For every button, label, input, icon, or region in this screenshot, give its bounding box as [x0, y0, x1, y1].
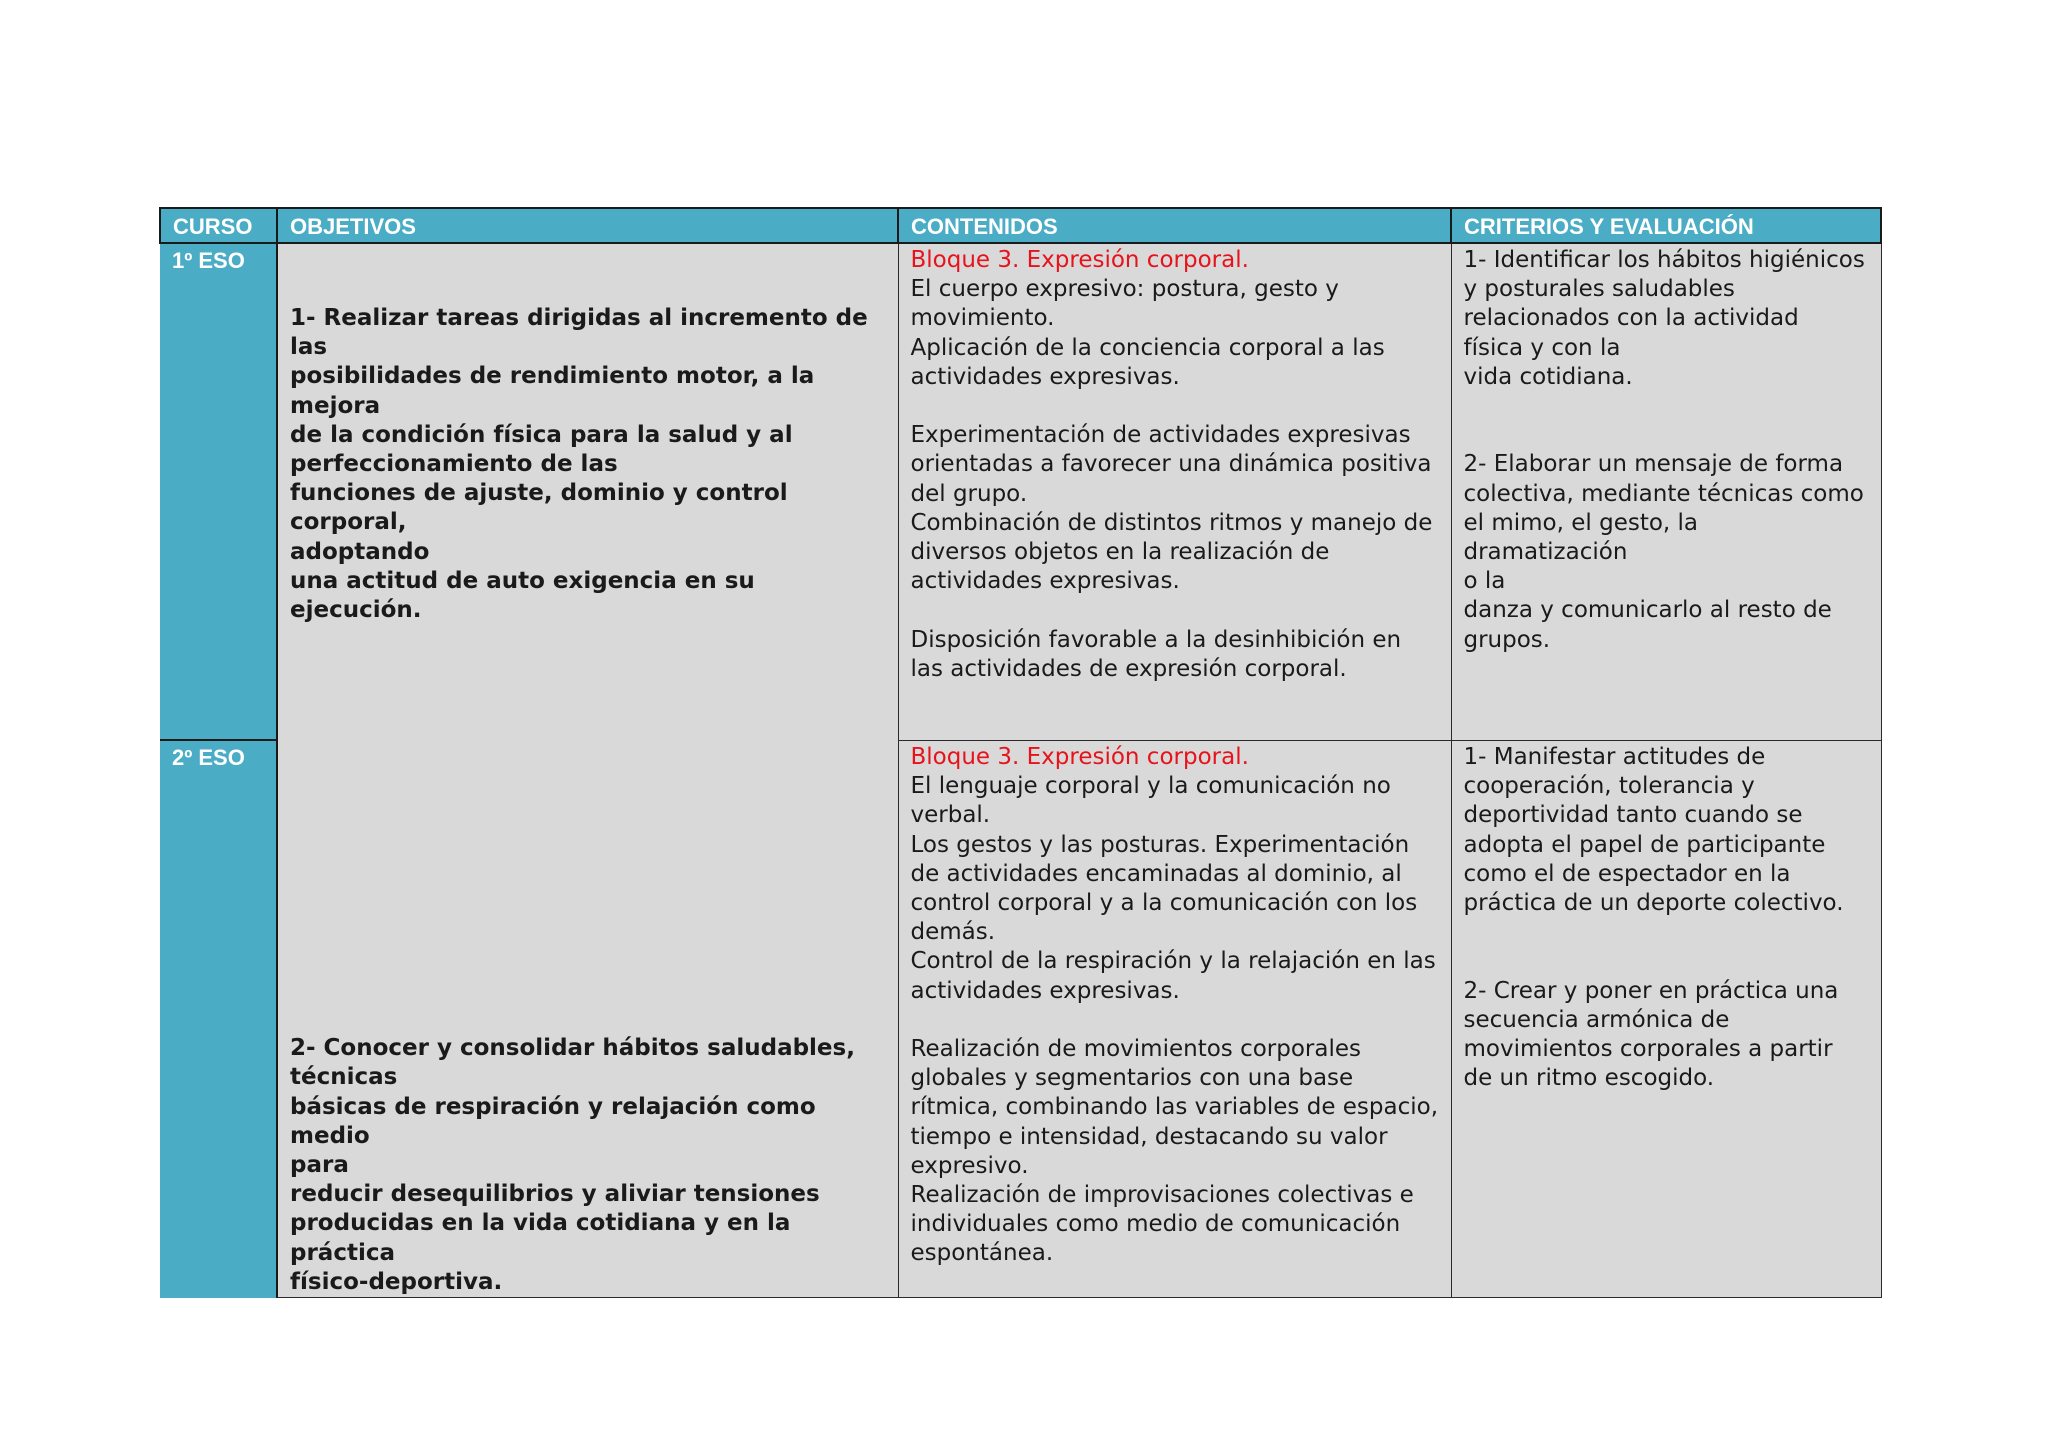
curso-label: 2º ESO [172, 745, 245, 771]
contenidos-text: El lenguaje corporal y la comunicación no verbal. Los gestos y las posturas. Experimentación de actividades encaminadas al dominio, al control corporal y a la comunicación con los demás. Control de la respiración y la relajación en las actividades expresivas. Realización de movimientos corporales globales y segmentarios con una base rítmica, combinando las variables de espacio, tiempo e intensidad, destacando su valor expresivo. Realización de improvisaciones colectivas e individuales como medio de comunicación espontánea. [910, 773, 1439, 1267]
criterios-text: 1- Manifestar actitudes de cooperación, tolerancia y deportividad tanto cuando se adopta el papel de participante como el de espectador en la práctica de un deporte colectivo. 2- Crear y poner en práctica una secuencia armónica de movimientos corporales a partir de un ritmo escogido. [1463, 743, 1844, 1092]
objetivos-cell [277, 243, 898, 1298]
curso-label: 1º ESO [172, 248, 245, 273]
header-objetivos: OBJETIVOS [277, 208, 898, 243]
header-row [160, 208, 1881, 243]
header-contenidos: CONTENIDOS [898, 208, 1451, 243]
contenidos-cell-1 [898, 243, 1451, 740]
header-curso: CURSO [160, 208, 277, 243]
criterios-cell-1 [1451, 243, 1881, 740]
curso-cell-2 [160, 740, 277, 1297]
contenidos-cell-2 [898, 740, 1451, 1297]
criterios-cell-2 [1451, 740, 1881, 1297]
curriculum-table [159, 207, 1882, 1298]
block-title: Bloque 3. Expresión corporal. [910, 743, 1249, 770]
contenidos-text: El cuerpo expresivo: postura, gesto y movimiento. Aplicación de la conciencia corporal a las actividades expresivas. Experimentación de actividades expresivas orientadas a favorecer una dinámica positiva del grupo. Combinación de distintos ritmos y manejo de diversos objetos en la realización de actividades expresivas. Disposición favorable a la desinhibición en las actividades de expresión corporal. [910, 276, 1433, 682]
curso-cell-1 [160, 243, 277, 740]
row-1-eso [160, 243, 1881, 740]
header-criterios: CRITERIOS Y EVALUACIÓN [1451, 208, 1881, 243]
block-title: Bloque 3. Expresión corporal. [910, 247, 1249, 273]
objetivo-2-text: 2- Conocer y consolidar hábitos saludables, técnicas básicas de respiración y relajación como medio para reducir desequilibrios y aliviar tensiones producidas en la vida cotidiana y en la práctica físico-deportiva. [290, 1035, 855, 1295]
objetivo-1-text: 1- Realizar tareas dirigidas al incremento de las posibilidades de rendimiento motor, a la mejora de la condición física para la salud y al perfeccionamiento de las funciones de ajuste, dominio y control corporal, adoptando una actitud de auto exigencia en su ejecución. [290, 305, 868, 624]
criterios-text: 1- Identificar los hábitos higiénicos y posturales saludables relacionados con la actividad física y con la vida cotidiana. 2- Elaborar un mensaje de forma colectiva, mediante técnicas como el mimo, el gesto, la dramatización o la danza y comunicarlo al resto de grupos. [1463, 247, 1865, 653]
